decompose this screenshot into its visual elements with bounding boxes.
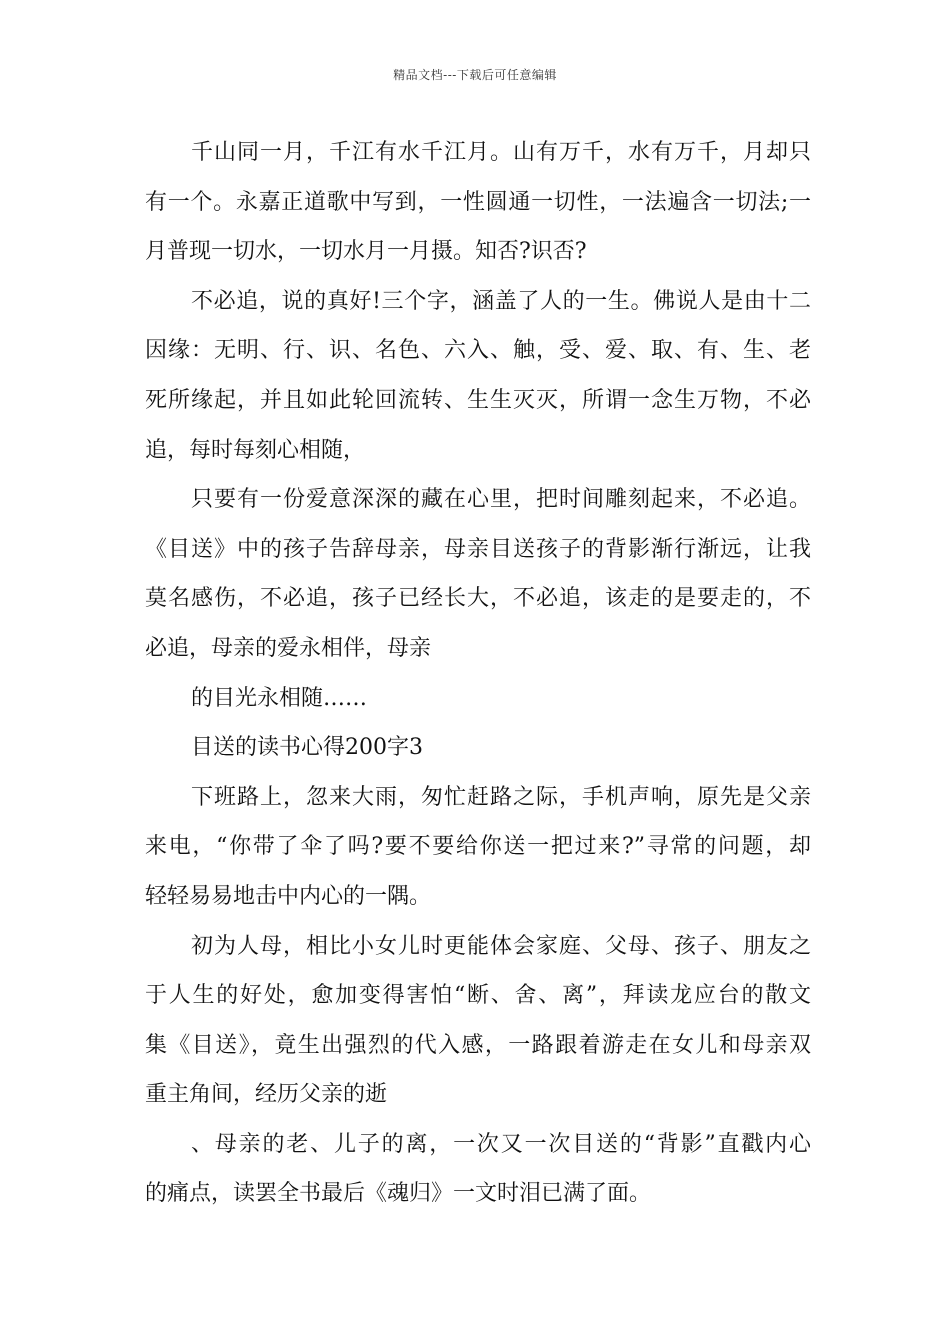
text-line: 不必追，说的真好!三个字，涵盖了人的一生。佛说人是由十二 <box>191 288 811 314</box>
text-line: 千山同一月，千江有水千江月。山有万千，水有万千，月却只 <box>191 140 811 165</box>
text-line: 的痛点，读罢全书最后《魂归》一文时泪已满了面。 <box>145 1181 652 1207</box>
text-line: 月普现一切水，一切水月一月摄。知否?识否? <box>145 239 587 265</box>
text-line: 追，每时每刻心相随， <box>145 437 366 463</box>
section-heading: 目送的读书心得200字3 <box>191 735 423 761</box>
text-line: 重主角间，经历父亲的逝 <box>145 1082 388 1108</box>
text-line: 的目光永相随…… <box>191 685 368 711</box>
text-line: 只要有一份爱意深深的藏在心里，把时间雕刻起来，不必追。 <box>191 487 811 513</box>
text-line: 有一个。永嘉正道歌中写到，一性圆通一切性，一法遍含一切法;一 <box>145 189 811 215</box>
text-line: 于人生的好处，愈加变得害怕“断、舍、离”，拜读龙应台的散文 <box>145 983 811 1009</box>
page-header: 精品文档---下载后可任意编辑 <box>393 68 557 82</box>
text-line: 死所缘起，并且如此轮回流转、生生灭灭，所谓一念生万物，不必 <box>145 387 811 413</box>
document-body <box>145 128 811 1219</box>
text-line: 因缘：无明、行、识、名色、六入、触，受、爱、取、有、生、老 <box>145 338 811 364</box>
text-line: 、母亲的老、儿子的离，一次又一次目送的“背影”直戳内心 <box>191 1131 811 1157</box>
text-line: 来电，“你带了伞了吗?要不要给你送一把过来?”寻常的问题，却 <box>145 834 811 860</box>
text-line: 莫名感伤，不必追，孩子已经长大，不必追，该走的是要走的，不 <box>145 586 811 612</box>
text-line: 下班路上，忽来大雨，匆忙赶路之际，手机声响，原先是父亲 <box>191 784 811 810</box>
text-line: 集《目送》，竟生出强烈的代入感，一路跟着游走在女儿和母亲双 <box>145 1032 811 1058</box>
text-line: 必追，母亲的爱永相伴，母亲 <box>145 635 432 661</box>
text-line: 《目送》中的孩子告辞母亲，母亲目送孩子的背影渐行渐远，让我 <box>145 536 811 562</box>
text-line: 轻轻易易地击中内心的一隅。 <box>145 883 432 909</box>
text-line: 初为人母，相比小女儿时更能体会家庭、父母、孩子、朋友之 <box>191 933 811 959</box>
